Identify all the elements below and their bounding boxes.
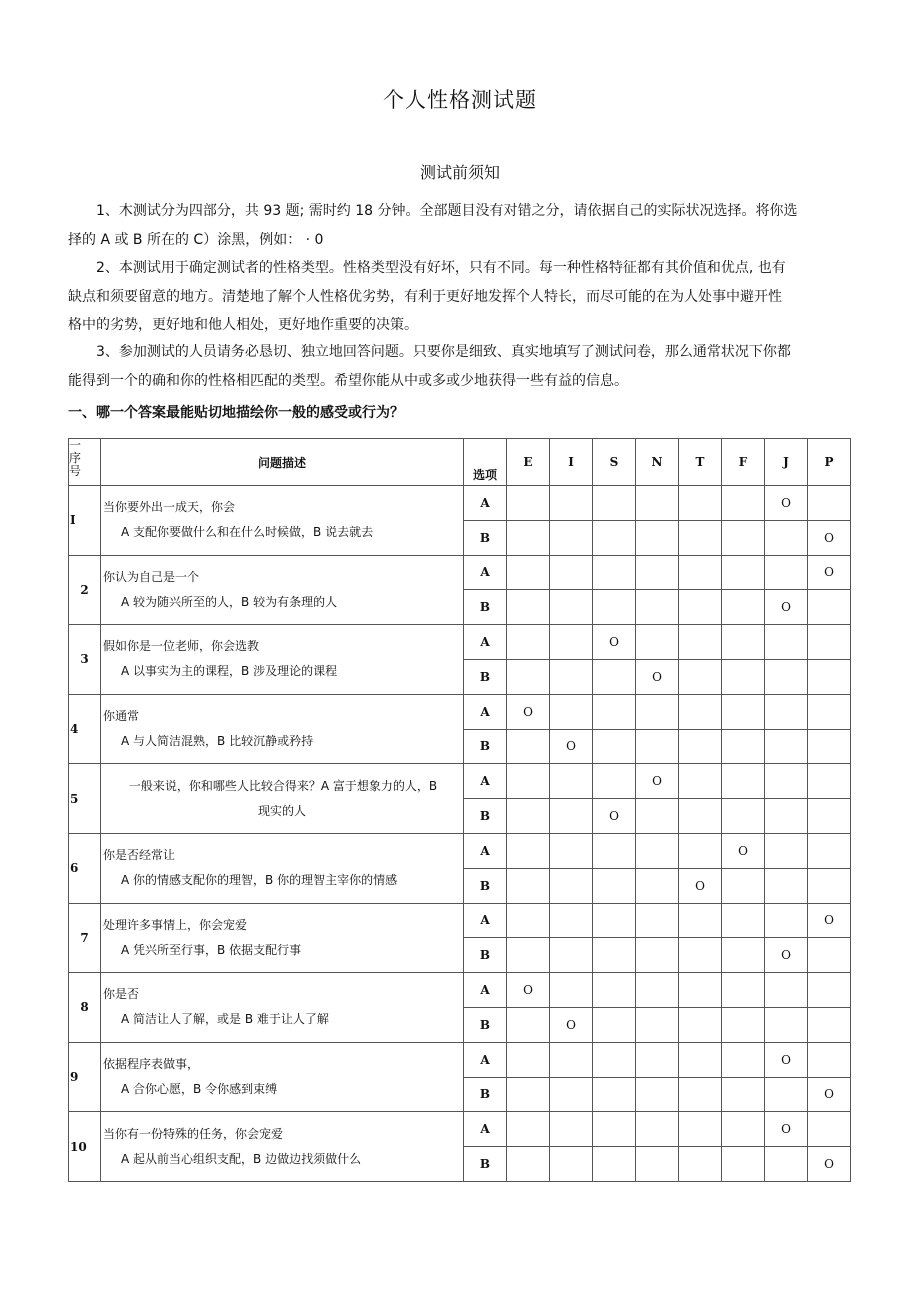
question-description xyxy=(101,1112,464,1182)
table-row xyxy=(69,1112,851,1147)
question-number: 6 xyxy=(69,833,101,903)
answer-cell-j[interactable] xyxy=(765,520,808,555)
table-row xyxy=(69,764,851,799)
answer-cell-i[interactable] xyxy=(550,729,593,764)
header-type-p: P xyxy=(808,439,851,486)
answer-cell-p[interactable] xyxy=(808,659,851,694)
option-label-b: B xyxy=(464,868,507,903)
answer-cell-n[interactable] xyxy=(636,625,679,660)
answer-choices-text: A 以事实为主的课程，B 涉及理论的课程 xyxy=(121,664,338,679)
question-number: 8 xyxy=(69,973,101,1043)
answer-choices-text: A 简洁让人了解，或是 B 难于让人了解 xyxy=(121,1012,329,1027)
answer-cell-i[interactable] xyxy=(550,764,593,799)
question-number: 9 xyxy=(69,1042,101,1112)
circle-mark-icon: O xyxy=(824,565,834,580)
question-text: 你认为自己是一个 xyxy=(103,569,200,584)
answer-cell-s[interactable] xyxy=(593,486,636,521)
option-label-b: B xyxy=(464,590,507,625)
answer-cell-p[interactable] xyxy=(808,555,851,590)
answer-cell-t[interactable] xyxy=(679,555,722,590)
table-row xyxy=(69,694,851,729)
answer-cell-e[interactable] xyxy=(507,1007,550,1042)
answer-cell-s[interactable] xyxy=(593,938,636,973)
answer-cell-e[interactable] xyxy=(507,1042,550,1077)
option-label-a: A xyxy=(464,903,507,938)
answer-cell-j[interactable] xyxy=(765,694,808,729)
instruction-paragraph-2 xyxy=(68,254,858,340)
answer-cell-n[interactable] xyxy=(636,555,679,590)
answer-cell-s[interactable] xyxy=(593,833,636,868)
answer-choices-text: A 起从前当心组织支配，B 边做边找须做什么 xyxy=(121,1151,362,1166)
answer-cell-e[interactable] xyxy=(507,799,550,834)
circle-mark-icon: O xyxy=(738,843,748,858)
answer-cell-j[interactable] xyxy=(765,1112,808,1147)
question-description xyxy=(101,764,464,834)
answer-cell-j[interactable] xyxy=(765,590,808,625)
paragraph-line: 择的 A 或 B 所在的 C）涂黑，例如： · 0 xyxy=(68,231,324,248)
answer-cell-f[interactable] xyxy=(722,1112,765,1147)
answer-cell-t[interactable] xyxy=(679,799,722,834)
question-text: 处理许多事情上，你会宠爱 xyxy=(103,917,248,932)
answer-cell-s[interactable] xyxy=(593,590,636,625)
answer-cell-s[interactable] xyxy=(593,694,636,729)
answer-cell-f[interactable] xyxy=(722,486,765,521)
paragraph-line: 1、木测试分为四部分，共 93 题; 需时约 18 分钟。全部题目没有对错之分，请依据自己的实际状况选择。将你选 xyxy=(96,203,798,219)
answer-cell-n[interactable] xyxy=(636,520,679,555)
header-type-n: N xyxy=(636,439,679,486)
answer-cell-t[interactable] xyxy=(679,938,722,973)
answer-choices-text: A 凭兴所至行事，B 依据支配行事 xyxy=(121,942,302,957)
answer-cell-p[interactable] xyxy=(808,520,851,555)
answer-cell-i[interactable] xyxy=(550,590,593,625)
option-label-a: A xyxy=(464,486,507,521)
question-text: 假如你是一位老师，你会选教 xyxy=(103,639,260,654)
answer-cell-f[interactable] xyxy=(722,1147,765,1182)
question-text: 当你要外出一成天，你会 xyxy=(103,500,236,515)
answer-cell-t[interactable] xyxy=(679,1077,722,1112)
answer-cell-n[interactable] xyxy=(636,1112,679,1147)
question-text: 你通常 xyxy=(103,709,140,724)
answer-cell-i[interactable] xyxy=(550,520,593,555)
circle-mark-icon: O xyxy=(781,1052,791,1067)
question-number: 10 xyxy=(69,1112,101,1182)
answer-cell-f[interactable] xyxy=(722,903,765,938)
answer-cell-i[interactable] xyxy=(550,903,593,938)
question-description xyxy=(101,903,464,973)
answer-cell-f[interactable] xyxy=(722,555,765,590)
answer-cell-t[interactable] xyxy=(679,520,722,555)
answer-cell-n[interactable] xyxy=(636,486,679,521)
answer-choices-text: A 支配你要做什么和在什么时候做，B 说去就去 xyxy=(121,525,374,540)
section-heading: 一、哪一个答案最能贴切地描绘你一般的感受或行为？ xyxy=(68,405,404,421)
question-number: 4 xyxy=(69,694,101,764)
answer-cell-s[interactable] xyxy=(593,659,636,694)
option-label-b: B xyxy=(464,1007,507,1042)
answer-cell-n[interactable] xyxy=(636,729,679,764)
answer-cell-s[interactable] xyxy=(593,868,636,903)
answer-cell-i[interactable] xyxy=(550,868,593,903)
answer-cell-p[interactable] xyxy=(808,1042,851,1077)
question-number: 3 xyxy=(69,625,101,695)
answer-cell-s[interactable] xyxy=(593,799,636,834)
answer-cell-e[interactable] xyxy=(507,625,550,660)
answer-cell-j[interactable] xyxy=(765,1077,808,1112)
answer-cell-j[interactable] xyxy=(765,973,808,1008)
answer-cell-s[interactable] xyxy=(593,1147,636,1182)
option-label-a: A xyxy=(464,625,507,660)
answer-choices-text: A 合你心愿，B 令你感到束缚 xyxy=(121,1082,278,1097)
answer-cell-n[interactable] xyxy=(636,973,679,1008)
answer-cell-t[interactable] xyxy=(679,903,722,938)
option-label-b: B xyxy=(464,938,507,973)
answer-cell-f[interactable] xyxy=(722,833,765,868)
answer-cell-i[interactable] xyxy=(550,973,593,1008)
answer-cell-p[interactable] xyxy=(808,1007,851,1042)
answer-cell-j[interactable] xyxy=(765,764,808,799)
answer-cell-j[interactable] xyxy=(765,729,808,764)
answer-cell-n[interactable] xyxy=(636,590,679,625)
circle-mark-icon: O xyxy=(824,1157,834,1172)
answer-cell-f[interactable] xyxy=(722,520,765,555)
answer-cell-e[interactable] xyxy=(507,938,550,973)
answer-cell-n[interactable] xyxy=(636,1077,679,1112)
answer-cell-p[interactable] xyxy=(808,973,851,1008)
option-label-a: A xyxy=(464,1112,507,1147)
circle-mark-icon: O xyxy=(609,809,619,824)
instruction-paragraph-1 xyxy=(68,197,858,254)
header-type-e: E xyxy=(507,439,550,486)
paragraph-line: 2、本测试用于确定测试者的性格类型。性格类型没有好坏，只有不同。每一种性格特征都有其价值和优点, 也有 xyxy=(96,260,786,276)
question-description xyxy=(101,694,464,764)
answer-cell-i[interactable] xyxy=(550,1147,593,1182)
answer-cell-t[interactable] xyxy=(679,1147,722,1182)
header-seq: 一 序 号 xyxy=(69,439,101,486)
answer-cell-e[interactable] xyxy=(507,486,550,521)
answer-cell-t[interactable] xyxy=(679,729,722,764)
answer-cell-n[interactable] xyxy=(636,1147,679,1182)
answer-cell-t[interactable] xyxy=(679,973,722,1008)
answer-cell-j[interactable] xyxy=(765,486,808,521)
answer-cell-t[interactable] xyxy=(679,1007,722,1042)
answer-cell-e[interactable] xyxy=(507,1112,550,1147)
answer-cell-s[interactable] xyxy=(593,555,636,590)
option-label-a: A xyxy=(464,764,507,799)
question-number: 2 xyxy=(69,555,101,625)
table-row xyxy=(69,833,851,868)
circle-mark-icon: O xyxy=(609,635,619,650)
table-row xyxy=(69,973,851,1008)
answer-cell-j[interactable] xyxy=(765,799,808,834)
answer-cell-n[interactable] xyxy=(636,764,679,799)
answer-cell-t[interactable] xyxy=(679,486,722,521)
question-text: 你是否 xyxy=(103,987,140,1002)
circle-mark-icon: O xyxy=(652,774,662,789)
answer-cell-p[interactable] xyxy=(808,1147,851,1182)
answer-cell-i[interactable] xyxy=(550,938,593,973)
answer-cell-t[interactable] xyxy=(679,833,722,868)
document-subtitle: 测试前须知 xyxy=(419,163,500,182)
answer-cell-j[interactable] xyxy=(765,1042,808,1077)
question-text: 你是否经常让 xyxy=(103,848,176,863)
answer-cell-e[interactable] xyxy=(507,973,550,1008)
answer-cell-j[interactable] xyxy=(765,659,808,694)
answer-cell-i[interactable] xyxy=(550,1112,593,1147)
answer-cell-p[interactable] xyxy=(808,868,851,903)
paragraph-line: 3、参加测试的人员请务必恳切、独立地回答问题。只要你是细致、真实地填写了测试问卷，那么通常状况下你都 xyxy=(96,344,791,360)
answer-cell-t[interactable] xyxy=(679,1112,722,1147)
answer-cell-n[interactable] xyxy=(636,1007,679,1042)
option-label-b: B xyxy=(464,1147,507,1182)
question-text: 当你有一份特殊的任务，你会宠爱 xyxy=(103,1126,284,1141)
table-row xyxy=(69,555,851,590)
quiz-table xyxy=(68,438,851,1182)
answer-choices-text: 现实的人 xyxy=(257,803,306,818)
question-description xyxy=(101,625,464,695)
option-label-b: B xyxy=(464,799,507,834)
answer-cell-s[interactable] xyxy=(593,1007,636,1042)
question-description xyxy=(101,1042,464,1112)
header-type-s: S xyxy=(593,439,636,486)
document-title: 个人性格测试题 xyxy=(383,88,537,112)
circle-mark-icon: O xyxy=(781,495,791,510)
question-number: I xyxy=(69,486,101,556)
answer-cell-f[interactable] xyxy=(722,938,765,973)
answer-cell-e[interactable] xyxy=(507,903,550,938)
answer-cell-t[interactable] xyxy=(679,694,722,729)
answer-cell-f[interactable] xyxy=(722,868,765,903)
answer-cell-s[interactable] xyxy=(593,1042,636,1077)
answer-cell-f[interactable] xyxy=(722,764,765,799)
instruction-paragraph-3 xyxy=(68,338,858,395)
option-label-a: A xyxy=(464,1042,507,1077)
answer-cell-e[interactable] xyxy=(507,868,550,903)
answer-cell-i[interactable] xyxy=(550,1007,593,1042)
answer-cell-j[interactable] xyxy=(765,555,808,590)
answer-cell-e[interactable] xyxy=(507,1147,550,1182)
answer-cell-n[interactable] xyxy=(636,868,679,903)
answer-cell-f[interactable] xyxy=(722,694,765,729)
option-label-b: B xyxy=(464,1077,507,1112)
paragraph-line: 缺点和须要留意的地方。清楚地了解个人性格优劣势，有利于更好地发挥个人特长，而尽可能的在为人处事中避开性 xyxy=(68,288,782,305)
answer-cell-i[interactable] xyxy=(550,833,593,868)
answer-cell-p[interactable] xyxy=(808,694,851,729)
answer-cell-j[interactable] xyxy=(765,1147,808,1182)
option-label-a: A xyxy=(464,694,507,729)
circle-mark-icon: O xyxy=(566,739,576,754)
answer-cell-f[interactable] xyxy=(722,590,765,625)
answer-choices-text: A 你的情感支配你的理智，B 你的理智主宰你的情感 xyxy=(121,873,398,888)
answer-cell-j[interactable] xyxy=(765,938,808,973)
circle-mark-icon: O xyxy=(824,913,834,928)
answer-cell-s[interactable] xyxy=(593,973,636,1008)
answer-cell-s[interactable] xyxy=(593,729,636,764)
circle-mark-icon: O xyxy=(523,704,533,719)
answer-cell-n[interactable] xyxy=(636,1042,679,1077)
answer-cell-f[interactable] xyxy=(722,973,765,1008)
circle-mark-icon: O xyxy=(695,878,705,893)
paragraph-line: 格中的劣势，更好地和他人相处，更好地作重要的决策。 xyxy=(68,317,418,333)
circle-mark-icon: O xyxy=(781,1122,791,1137)
header-type-j: J xyxy=(765,439,808,486)
answer-cell-t[interactable] xyxy=(679,590,722,625)
table-row xyxy=(69,625,851,660)
answer-cell-p[interactable] xyxy=(808,764,851,799)
answer-cell-p[interactable] xyxy=(808,625,851,660)
paragraph-line: 能得到一个的确和你的性格相匹配的类型。希望你能从中或多或少地获得一些有益的信息。 xyxy=(68,372,628,389)
answer-cell-s[interactable] xyxy=(593,1077,636,1112)
question-description xyxy=(101,486,464,556)
answer-cell-e[interactable] xyxy=(507,555,550,590)
circle-mark-icon: O xyxy=(566,1017,576,1032)
answer-cell-e[interactable] xyxy=(507,833,550,868)
answer-cell-s[interactable] xyxy=(593,903,636,938)
header-option: 选项 xyxy=(464,439,507,486)
answer-cell-t[interactable] xyxy=(679,625,722,660)
answer-cell-i[interactable] xyxy=(550,659,593,694)
answer-cell-e[interactable] xyxy=(507,659,550,694)
table-header-row xyxy=(69,439,851,486)
option-label-b: B xyxy=(464,520,507,555)
answer-cell-i[interactable] xyxy=(550,1077,593,1112)
answer-cell-p[interactable] xyxy=(808,1112,851,1147)
answer-cell-e[interactable] xyxy=(507,590,550,625)
answer-cell-n[interactable] xyxy=(636,938,679,973)
answer-cell-t[interactable] xyxy=(679,868,722,903)
option-label-b: B xyxy=(464,659,507,694)
answer-cell-n[interactable] xyxy=(636,694,679,729)
table-row xyxy=(69,903,851,938)
answer-choices-text: A 较为随兴所至的人，B 较为有条理的人 xyxy=(121,594,338,609)
circle-mark-icon: O xyxy=(824,530,834,545)
answer-cell-e[interactable] xyxy=(507,1077,550,1112)
answer-cell-f[interactable] xyxy=(722,1007,765,1042)
answer-cell-p[interactable] xyxy=(808,833,851,868)
answer-cell-s[interactable] xyxy=(593,1112,636,1147)
answer-cell-n[interactable] xyxy=(636,903,679,938)
answer-cell-p[interactable] xyxy=(808,590,851,625)
answer-cell-p[interactable] xyxy=(808,938,851,973)
option-label-b: B xyxy=(464,729,507,764)
answer-cell-i[interactable] xyxy=(550,1042,593,1077)
answer-cell-f[interactable] xyxy=(722,1077,765,1112)
answer-cell-s[interactable] xyxy=(593,625,636,660)
answer-cell-j[interactable] xyxy=(765,868,808,903)
answer-cell-f[interactable] xyxy=(722,1042,765,1077)
answer-cell-f[interactable] xyxy=(722,799,765,834)
answer-cell-f[interactable] xyxy=(722,729,765,764)
header-type-f: F xyxy=(722,439,765,486)
answer-cell-n[interactable] xyxy=(636,659,679,694)
answer-cell-p[interactable] xyxy=(808,799,851,834)
question-number: 5 xyxy=(69,764,101,834)
question-description xyxy=(101,833,464,903)
answer-cell-e[interactable] xyxy=(507,729,550,764)
answer-cell-t[interactable] xyxy=(679,764,722,799)
answer-cell-e[interactable] xyxy=(507,520,550,555)
option-label-a: A xyxy=(464,973,507,1008)
question-description xyxy=(101,973,464,1043)
table-row xyxy=(69,1042,851,1077)
answer-cell-f[interactable] xyxy=(722,659,765,694)
answer-cell-p[interactable] xyxy=(808,486,851,521)
answer-cell-j[interactable] xyxy=(765,833,808,868)
answer-cell-n[interactable] xyxy=(636,833,679,868)
table-row xyxy=(69,486,851,521)
answer-cell-t[interactable] xyxy=(679,659,722,694)
answer-cell-i[interactable] xyxy=(550,799,593,834)
answer-cell-e[interactable] xyxy=(507,764,550,799)
circle-mark-icon: O xyxy=(652,669,662,684)
circle-mark-icon: O xyxy=(824,1087,834,1102)
answer-cell-i[interactable] xyxy=(550,625,593,660)
answer-cell-t[interactable] xyxy=(679,1042,722,1077)
answer-cell-e[interactable] xyxy=(507,694,550,729)
answer-cell-j[interactable] xyxy=(765,625,808,660)
answer-cell-j[interactable] xyxy=(765,1007,808,1042)
option-label-a: A xyxy=(464,833,507,868)
circle-mark-icon: O xyxy=(781,600,791,615)
answer-cell-p[interactable] xyxy=(808,903,851,938)
question-description xyxy=(101,555,464,625)
circle-mark-icon: O xyxy=(523,983,533,998)
answer-cell-p[interactable] xyxy=(808,729,851,764)
answer-choices-text: A 与人简洁混熟，B 比较沉静或矜持 xyxy=(121,734,314,749)
circle-mark-icon: O xyxy=(781,948,791,963)
header-type-t: T xyxy=(679,439,722,486)
question-text: 依据程序表做事， xyxy=(103,1057,200,1072)
header-description: 问题描述 xyxy=(101,439,464,486)
answer-cell-i[interactable] xyxy=(550,694,593,729)
question-number: 7 xyxy=(69,903,101,973)
answer-cell-f[interactable] xyxy=(722,625,765,660)
option-label-a: A xyxy=(464,555,507,590)
answer-cell-i[interactable] xyxy=(550,486,593,521)
answer-cell-p[interactable] xyxy=(808,1077,851,1112)
question-text: 一般来说，你和哪些人比较合得来？A 富于想象力的人，B xyxy=(128,778,438,793)
answer-cell-s[interactable] xyxy=(593,764,636,799)
answer-cell-s[interactable] xyxy=(593,520,636,555)
answer-cell-i[interactable] xyxy=(550,555,593,590)
header-type-i: I xyxy=(550,439,593,486)
answer-cell-j[interactable] xyxy=(765,903,808,938)
answer-cell-n[interactable] xyxy=(636,799,679,834)
